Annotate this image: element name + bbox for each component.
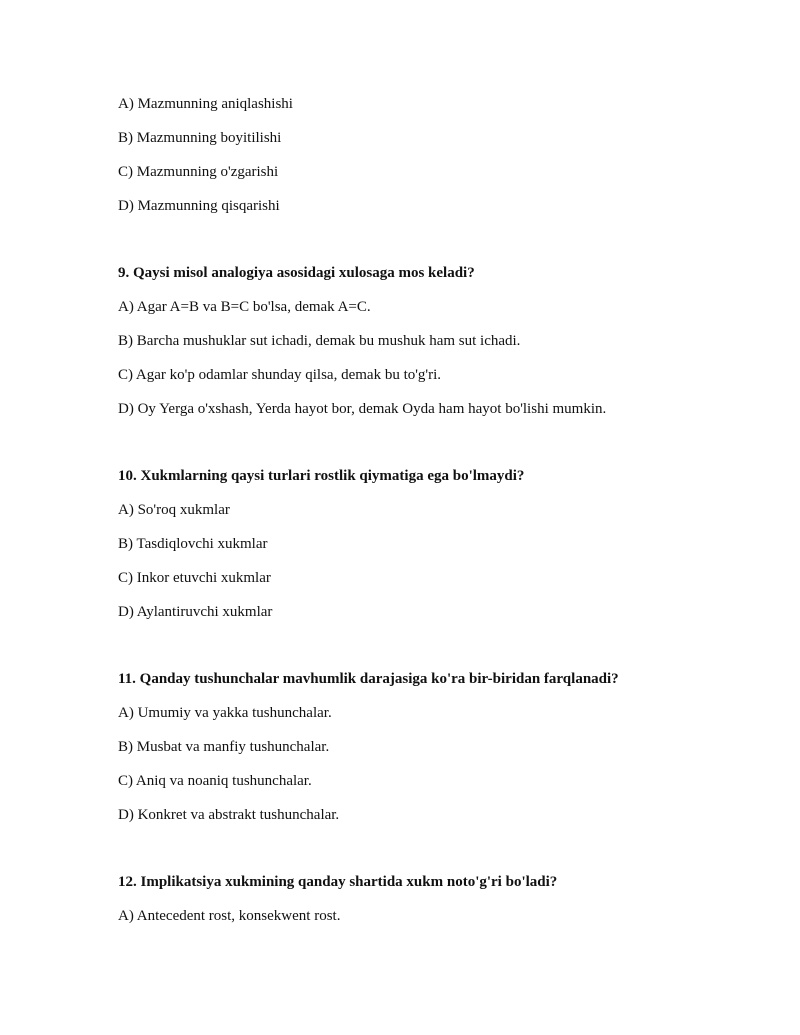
question-10-option-d: D) Aylantiruvchi xukmlar — [118, 604, 273, 620]
question-11-option-d: D) Konkret va abstrakt tushunchalar. — [118, 807, 340, 823]
question-11-option-c: C) Aniq va noaniq tushunchalar. — [118, 773, 312, 789]
question-9-option-a: A) Agar A=B va B=C bo'lsa, demak A=C. — [118, 299, 371, 315]
question-11: 11. Qanday tushunchalar mavhumlik darajasiga ko'ra bir-biridan farqlanadi? — [118, 671, 619, 687]
question-11-option-a: A) Umumiy va yakka tushunchalar. — [118, 705, 332, 721]
question-10-option-c: C) Inkor etuvchi xukmlar — [118, 570, 271, 586]
option-intro-a: A) Mazmunning aniqlashishi — [118, 96, 293, 112]
question-9-option-d: D) Oy Yerga o'xshash, Yerda hayot bor, demak Oyda ham hayot bo'lishi mumkin. — [118, 401, 607, 417]
question-9-option-b: B) Barcha mushuklar sut ichadi, demak bu mushuk ham sut ichadi. — [118, 333, 521, 349]
question-10: 10. Xukmlarning qaysi turlari rostlik qiymatiga ega bo'lmaydi? — [118, 468, 525, 484]
option-intro-d: D) Mazmunning qisqarishi — [118, 198, 280, 214]
question-9: 9. Qaysi misol analogiya asosidagi xulosaga mos keladi? — [118, 265, 475, 281]
question-11-option-b: B) Musbat va manfiy tushunchalar. — [118, 739, 330, 755]
question-12-option-a: A) Antecedent rost, konsekwent rost. — [118, 908, 341, 924]
option-intro-b: B) Mazmunning boyitilishi — [118, 130, 282, 146]
option-intro-c: C) Mazmunning o'zgarishi — [118, 164, 279, 180]
question-10-option-a: A) So'roq xukmlar — [118, 502, 230, 518]
question-12: 12. Implikatsiya xukmining qanday shartida xukm noto'g'ri bo'ladi? — [118, 874, 558, 890]
question-9-option-c: C) Agar ko'p odamlar shunday qilsa, demak bu to'g'ri. — [118, 367, 442, 383]
question-10-option-b: B) Tasdiqlovchi xukmlar — [118, 536, 268, 552]
